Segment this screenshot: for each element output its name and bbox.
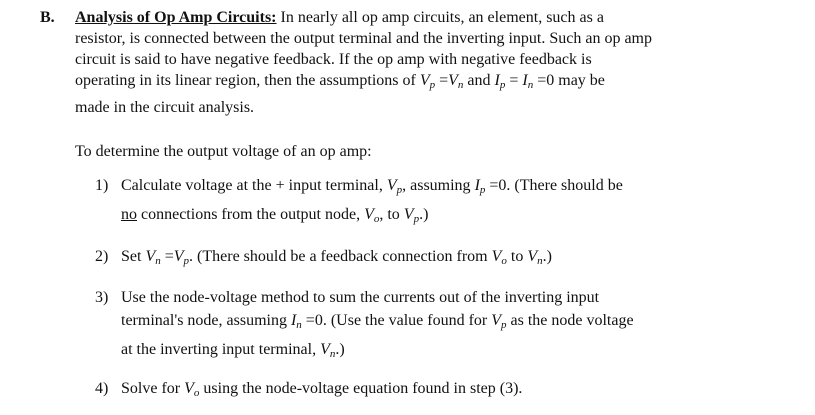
sym-vo: $V_o$ — [364, 206, 380, 225]
eq-vp-vn: $V_p =V_n$ — [419, 72, 464, 91]
intro-line-5: made in the circuit analysis. — [75, 99, 255, 116]
intro-and: and — [467, 72, 491, 89]
sym-vo: $V_o$ — [184, 380, 200, 399]
sym-vp: $V_p$ — [403, 206, 420, 225]
step-1-line-1: Calculate voltage at the + input terminal, $V_p$, assuming $I_p =0$. (There should be — [121, 177, 623, 196]
step-1-line-2: no connections from the output node, $V_o$, to $V_p$.) — [121, 206, 429, 225]
procedure-lead: To determine the output voltage of an op amp: — [75, 143, 372, 160]
intro-line-2: resistor, is connected between the output terminal and the inverting input. Such an op amp — [75, 30, 652, 47]
section-heading: Analysis of Op Amp Circuits: — [75, 9, 277, 26]
step-4-line-1: Solve for $V_o$ using the node-voltage equation found in step (3). — [121, 380, 523, 399]
step-3-line-3: at the inverting input terminal, $V_n$.) — [121, 341, 345, 360]
intro-maybe: may be — [558, 72, 605, 89]
step-3-line-2: terminal's node, assuming $I_n =0$. (Use the value found for $V_p$ as the node voltage — [121, 312, 634, 331]
sym-vp: $V_p$ — [386, 177, 403, 196]
intro-text-1: In nearly all op amp circuits, an element, such as a — [280, 9, 604, 26]
eq-in-zero: $I_n =0$ — [290, 312, 323, 331]
step-3-number: 3) — [95, 289, 109, 306]
sym-vo: $V_o$ — [491, 248, 507, 267]
step-2-line-1: Set $V_n =V_p$. (There should be a feedback connection from $V_o$ to $V_n$.) — [121, 248, 552, 267]
intro-line-3: circuit is said to have negative feedback. If the op amp with negative feedback is — [75, 51, 592, 68]
step-4-number: 4) — [95, 380, 109, 397]
sym-vp: $V_p$ — [491, 312, 507, 331]
step-1-number: 1) — [95, 177, 109, 194]
step-2-number: 2) — [95, 248, 109, 265]
eq-ip-zero: $I_p =0$ — [474, 177, 507, 196]
section-label: B. — [40, 9, 55, 26]
intro-text-4: operating in its linear region, then the assumptions of — [75, 72, 416, 89]
intro-line-4 — [75, 71, 605, 91]
intro-line-1 — [75, 8, 604, 28]
eq-vn-vp: $V_n =V_p$ — [145, 248, 190, 267]
sym-vn: $V_n$ — [320, 341, 336, 360]
sym-vn: $V_n$ — [527, 248, 543, 267]
step-3-line-1: Use the node-voltage method to sum the currents out of the inverting input — [121, 289, 600, 306]
eq-ip-in-zero: $I_p = I_n =0$ — [494, 72, 555, 91]
